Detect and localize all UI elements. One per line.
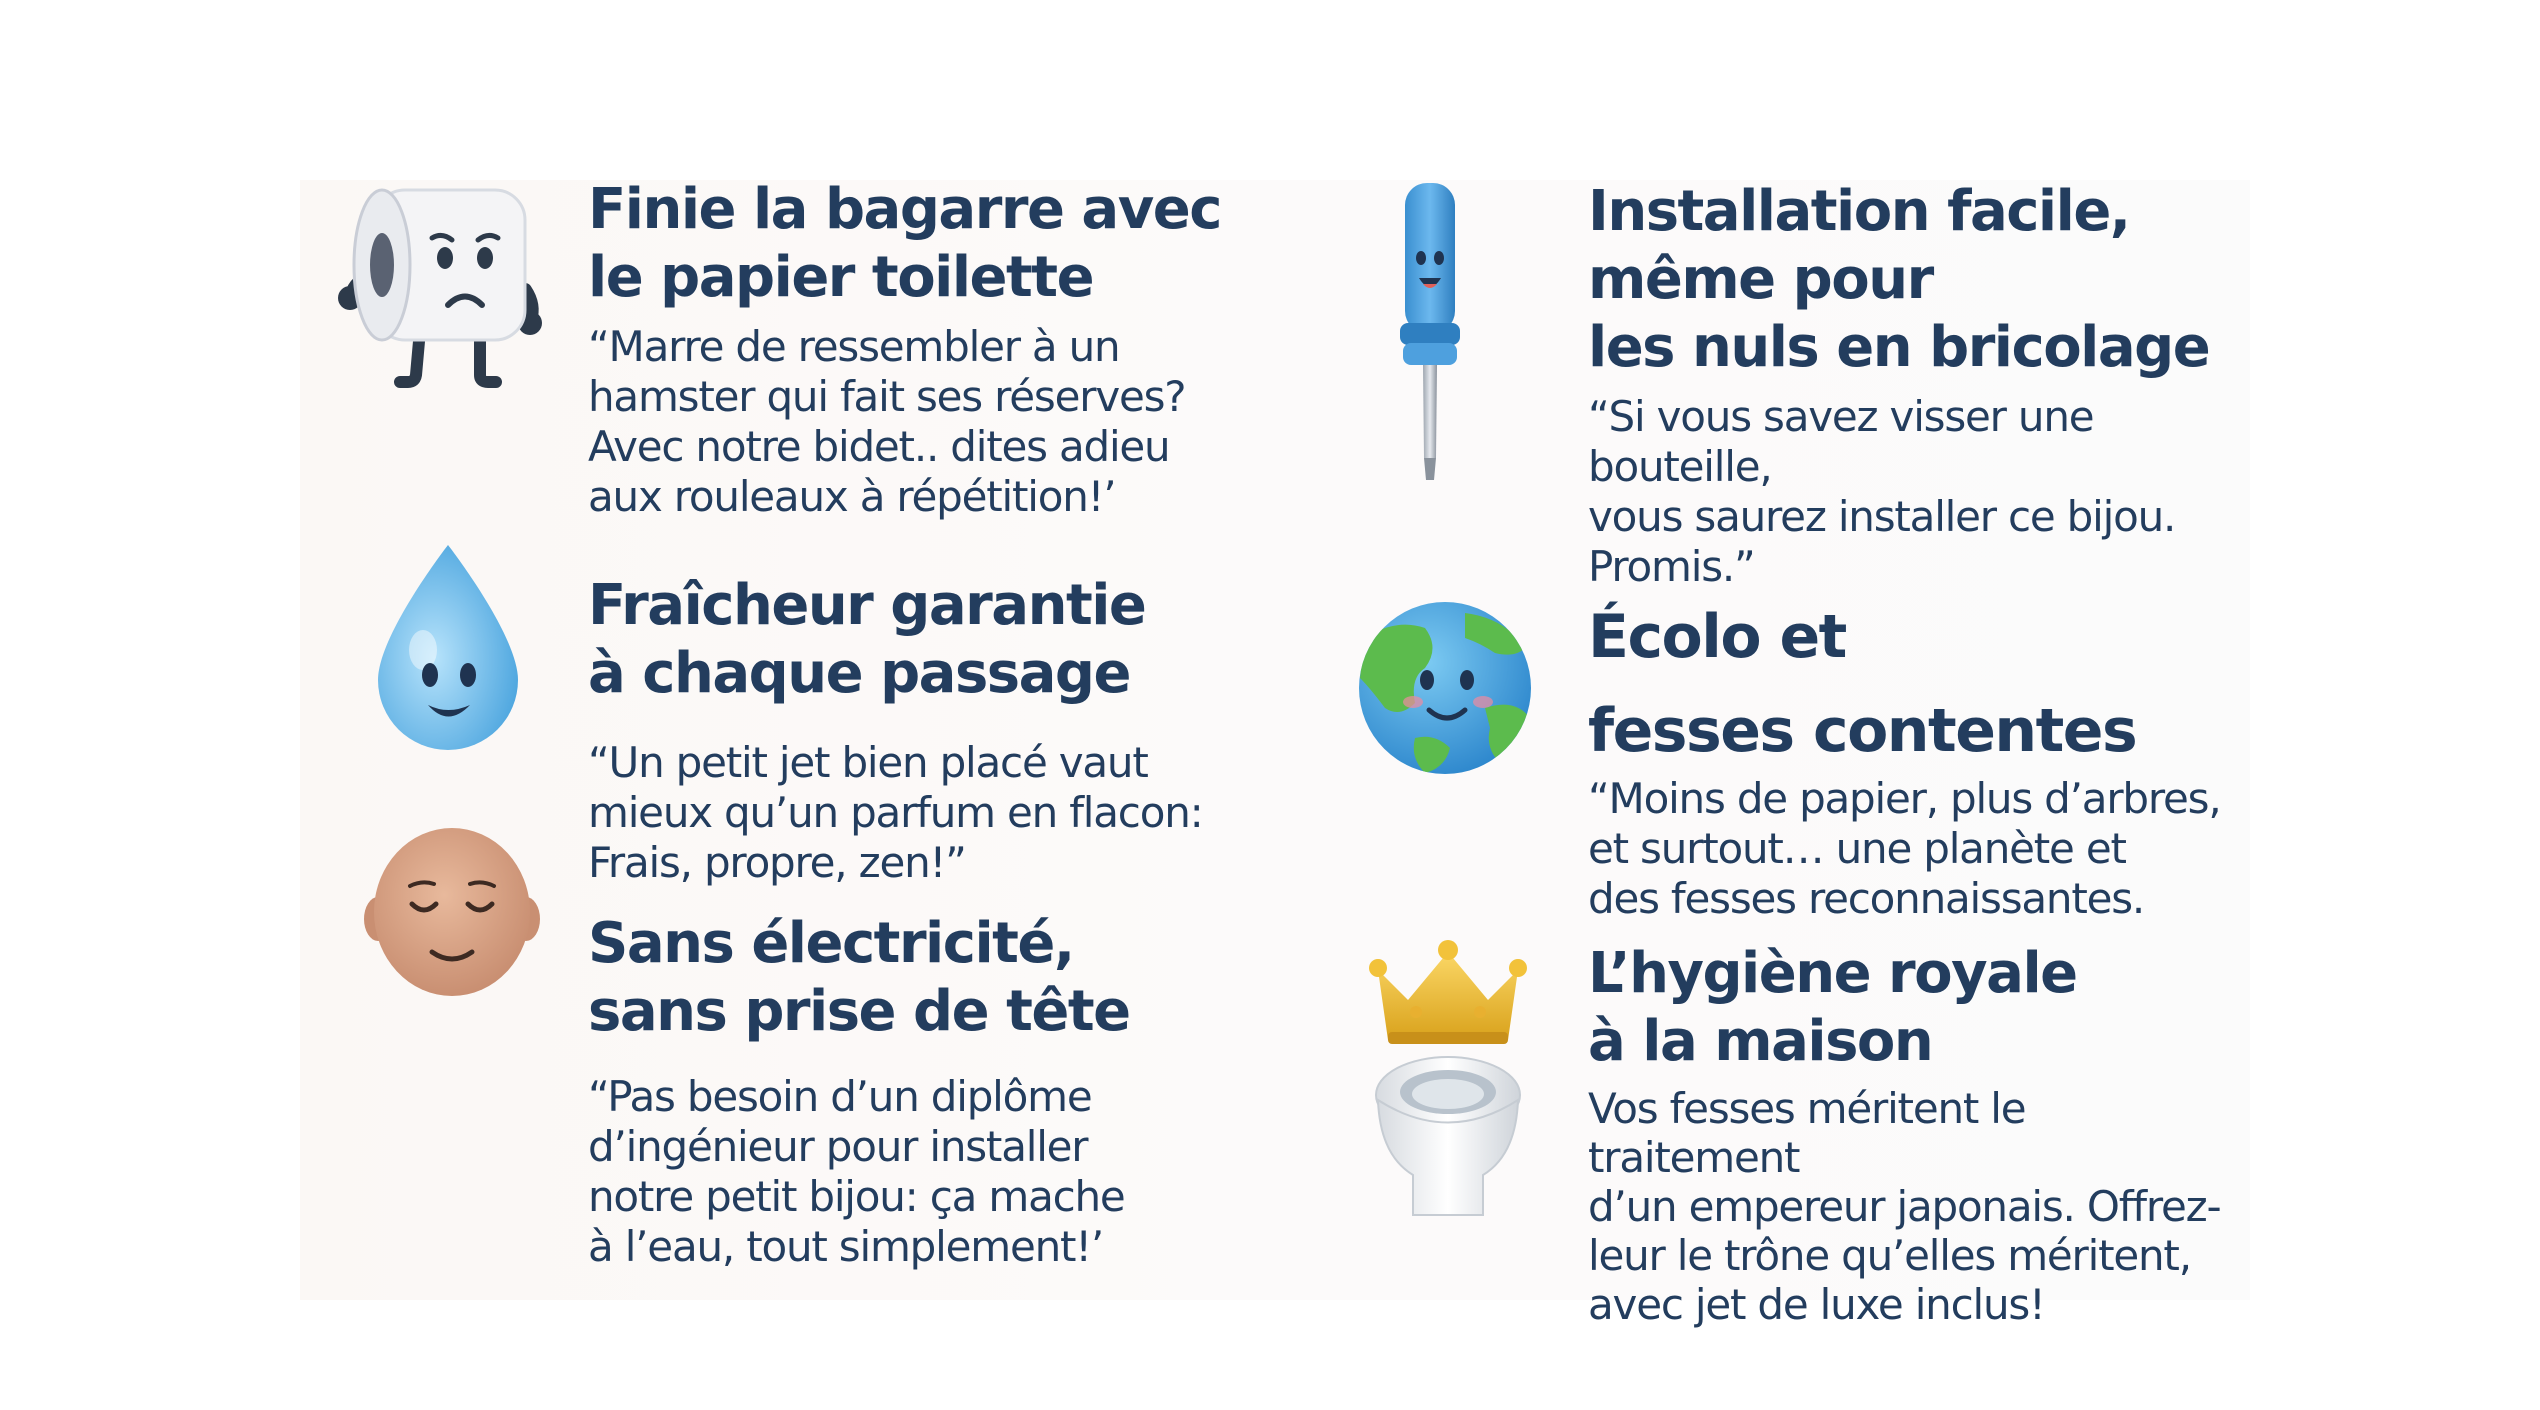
feature-title: Sans électricité, sans prise de tête [588,911,1130,1044]
feature-eco-friendly [1588,590,2248,924]
toilet-paper-roll-icon [330,180,560,400]
feature-no-electricity [588,910,1228,1272]
feature-royal-hygiene [1588,940,2248,1329]
screwdriver-icon [1395,178,1465,488]
feature-description: “Si vous savez visser une bouteille, vous saurez installer ce bijou. Promis.” [1588,392,2176,591]
feature-description: “Un petit jet bien placé vaut mieux qu’un parfum en flacon: Frais, propre, zen!” [588,738,1203,887]
feature-title: Fraîcheur garantie à chaque passage [588,573,1146,706]
feature-description: “Moins de papier, plus d’arbres, et surtout… une planète et des fesses reconnaissantes. [1588,774,2221,923]
relieved-face-icon [362,824,542,999]
water-drop-icon [368,540,528,760]
feature-description: “Pas besoin d’un diplôme d’ingénieur pour installer notre petit bijou: ça mache à l’eau, tout simplement!’ [588,1072,1125,1271]
feature-description: “Marre de ressembler à un hamster qui fait ses réserves? Avec notre bidet.. dites adieu aux rouleaux à répétition!’ [588,322,1186,521]
feature-title: Écolo et fesses contentes [1588,602,2137,766]
feature-title: Finie la bagarre avec le papier toilette [588,177,1221,310]
feature-title: Installation facile, même pour les nuls en bricolage [1588,179,2210,380]
feature-freshness [588,572,1228,888]
feature-description: Vos fesses méritent le traitement d’un empereur japonais. Offrez- leur le trône qu’elles méritent, avec jet de luxe inclus! [1588,1084,2221,1329]
feature-no-toilet-paper [588,176,1228,522]
feature-easy-installation [1588,178,2248,592]
crowned-toilet-icon [1368,940,1528,1230]
earth-globe-icon [1355,598,1535,778]
feature-title: L’hygiène royale à la maison [1588,941,2077,1074]
